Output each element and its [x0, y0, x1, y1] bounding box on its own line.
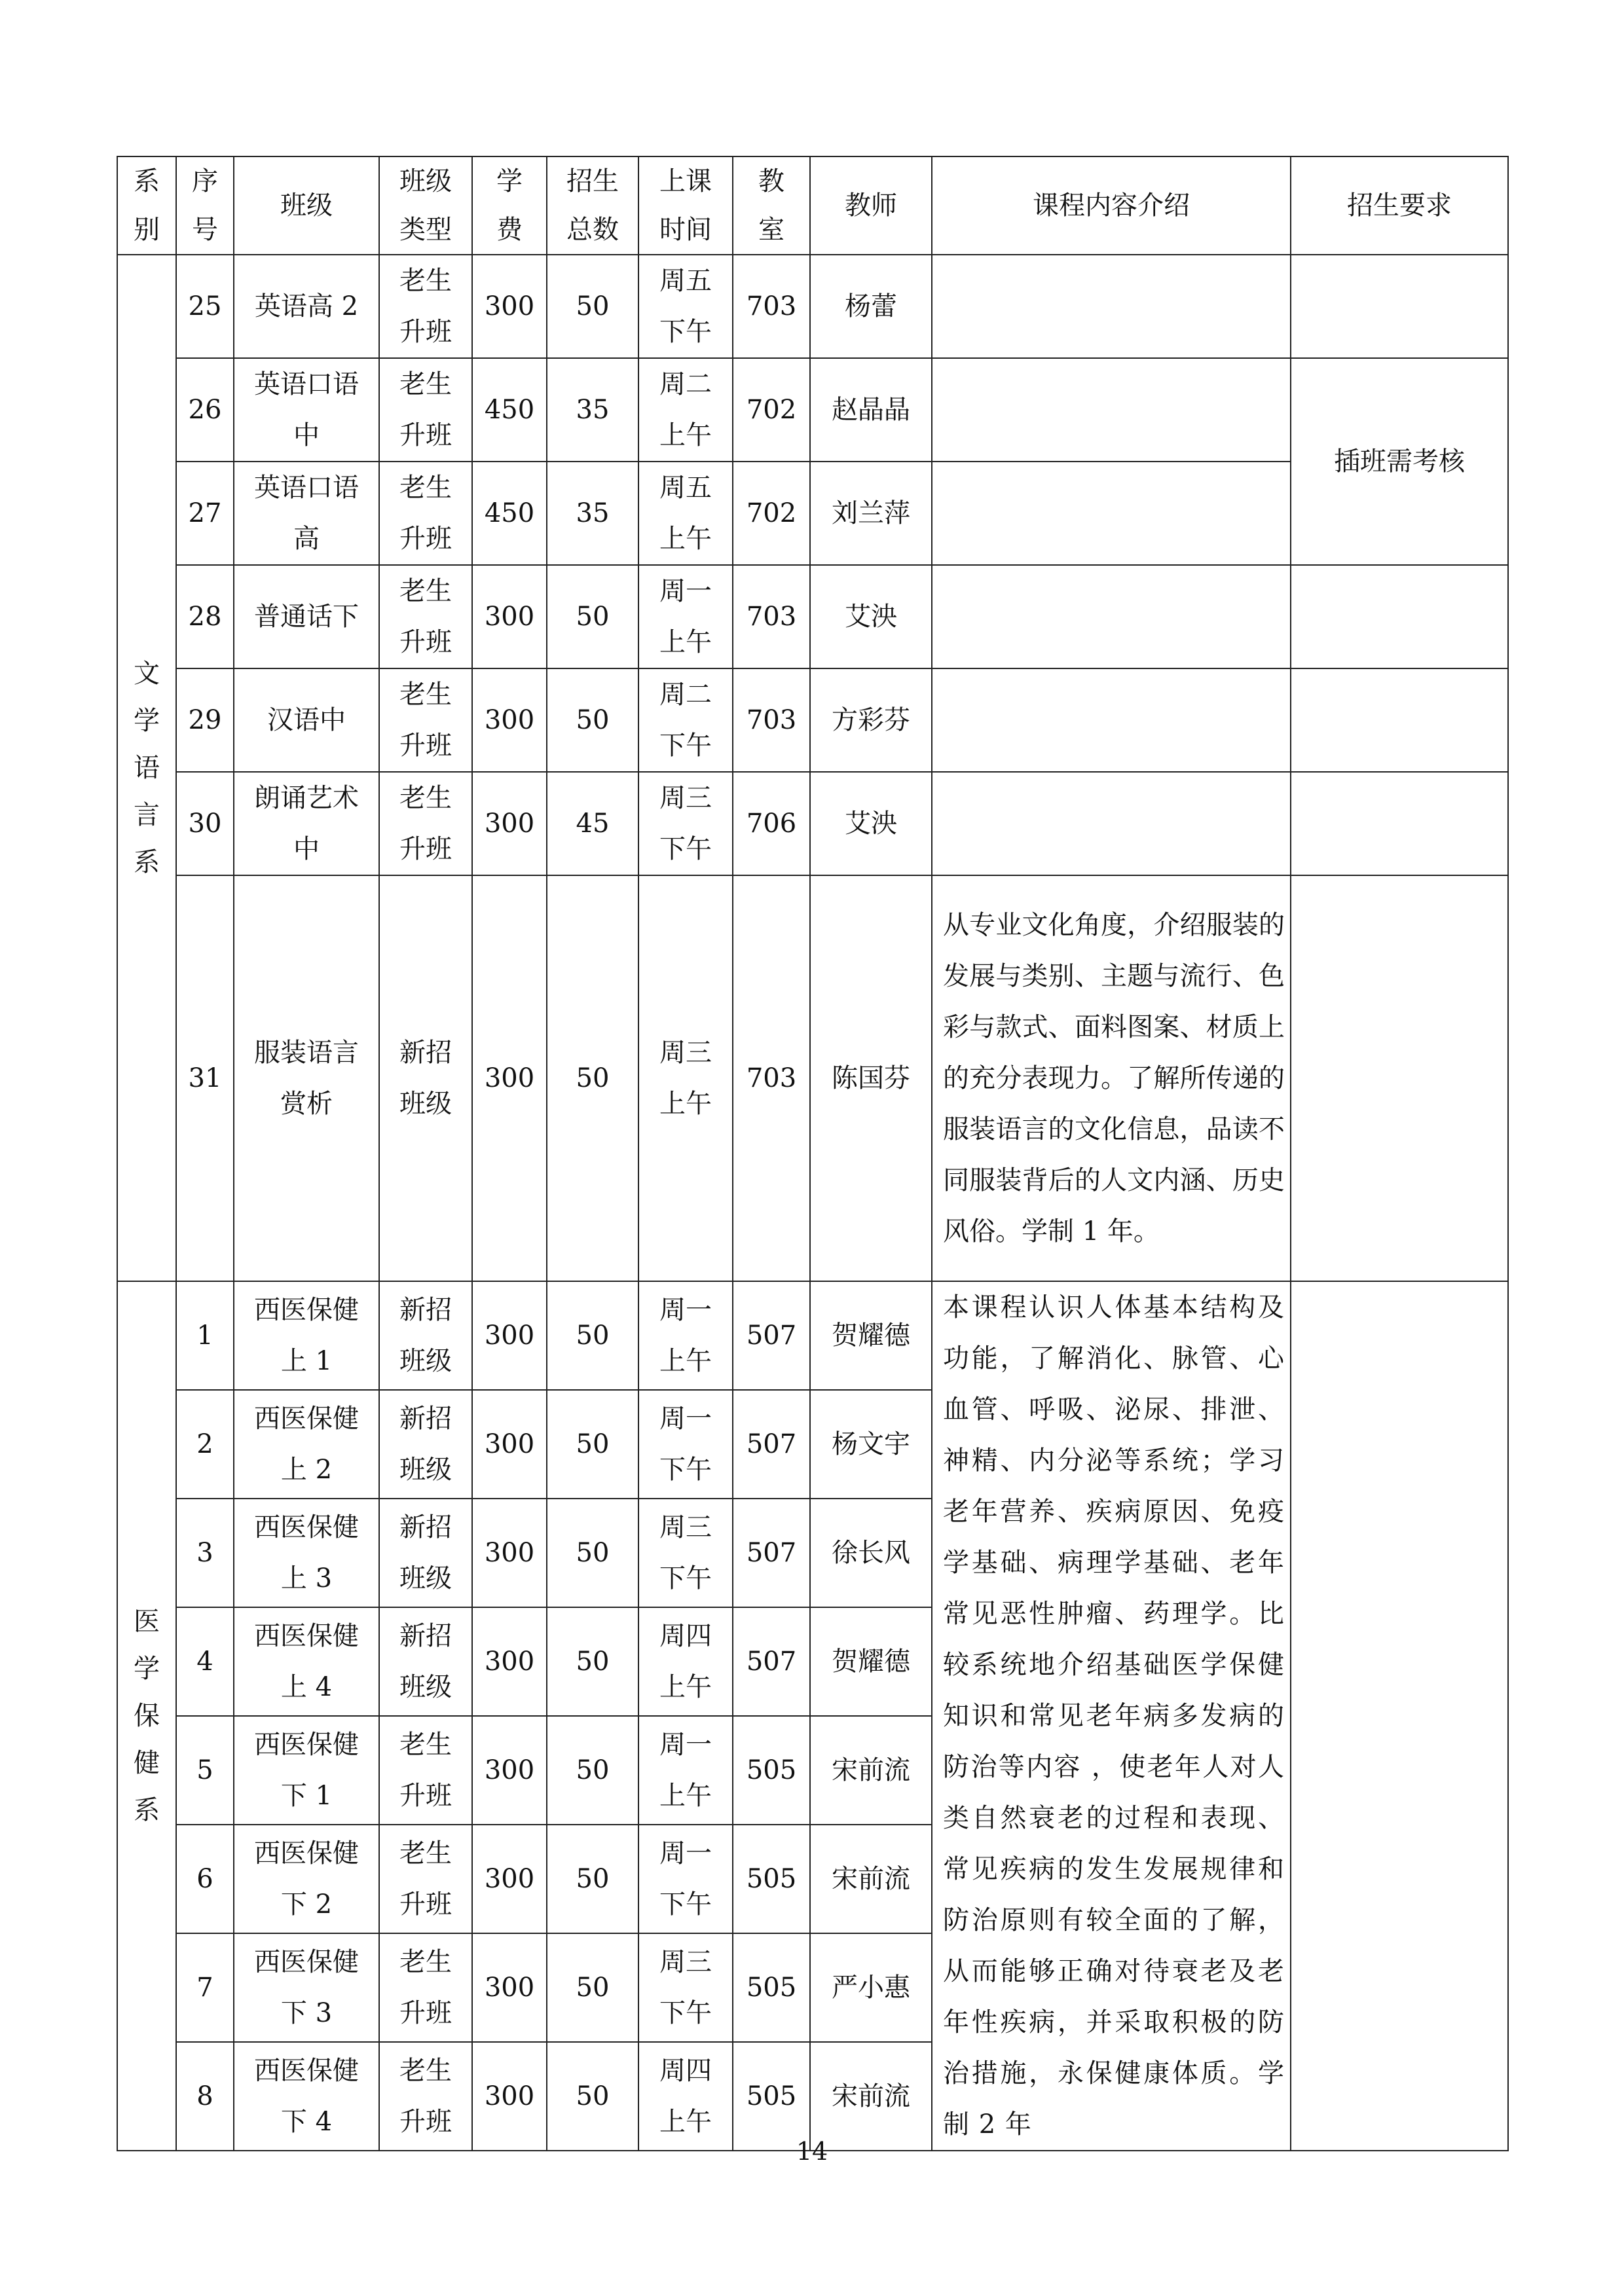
cell-teacher: 刘兰萍 [810, 462, 932, 565]
cell-seq: 26 [176, 358, 234, 462]
cell-fee: 300 [472, 1499, 547, 1607]
cell-quota: 50 [547, 1825, 638, 1933]
cell-intro-empty [932, 358, 1291, 462]
cell-type: 老生 升班 [379, 2042, 472, 2151]
cell-time: 周一 上午 [638, 565, 733, 668]
header-row [117, 156, 1508, 255]
cell-type: 新招 班级 [379, 1281, 472, 1390]
cell-quota: 50 [547, 1933, 638, 2042]
cell-quota: 50 [547, 1281, 638, 1390]
cell-seq: 8 [176, 2042, 234, 2151]
cell-seq: 30 [176, 772, 234, 875]
cell-fee: 300 [472, 875, 547, 1281]
cell-quota: 50 [547, 1390, 638, 1499]
cell-intro-medical: 本课程认识人体基本结构及功能，了解消化、脉管、心血管、呼吸、泌尿、排泄、神精、内分泌等系统；学习老年营养、疾病原因、免疫学基础、病理学基础、老年常见恶性肿瘤、药理学。比较系统地介绍基础医学保健知识和常见老年病多发病的防治等内容 ，使老年人对人类自然衰老的过程和表现、常见疾病的发生发展规律和防治原则有较全面的了解，从而能够正确对待衰老及老年性疾病，并采取积极的防治措施，永保健康体质。学制 2 年 [932, 1281, 1291, 2151]
cell-seq: 28 [176, 565, 234, 668]
cell-fee: 300 [472, 255, 547, 358]
cell-requirement-empty [1291, 668, 1508, 772]
cell-quota: 50 [547, 875, 638, 1281]
cell-seq: 2 [176, 1390, 234, 1499]
cell-room: 702 [733, 358, 810, 462]
cell-requirement-empty [1291, 772, 1508, 875]
cell-intro-fashion: 从专业文化角度，介绍服装的发展与类别、主题与流行、色彩与款式、面料图案、材质上的充分表现力。了解所传递的服装语言的文化信息，品读不同服装背后的人文内涵、历史风俗。学制 1 年。 [932, 875, 1291, 1281]
cell-teacher: 杨文宇 [810, 1390, 932, 1499]
cell-type: 老生 升班 [379, 772, 472, 875]
cell-room: 507 [733, 1281, 810, 1390]
cell-type: 老生 升班 [379, 1716, 472, 1825]
cell-seq: 7 [176, 1933, 234, 2042]
cell-teacher: 艾泱 [810, 565, 932, 668]
cell-time: 周一 上午 [638, 1716, 733, 1825]
cell-class: 服装语言 赏析 [234, 875, 379, 1281]
table-row [117, 358, 1508, 462]
cell-fee: 450 [472, 358, 547, 462]
cell-time: 周一 下午 [638, 1390, 733, 1499]
cell-requirement-empty [1291, 565, 1508, 668]
header-seq: 序 号 [176, 156, 234, 255]
cell-fee: 300 [472, 1607, 547, 1716]
cell-type: 老生 升班 [379, 255, 472, 358]
cell-class: 汉语中 [234, 668, 379, 772]
cell-class: 普通话下 [234, 565, 379, 668]
cell-time: 周一 上午 [638, 1281, 733, 1390]
cell-teacher: 方彩芬 [810, 668, 932, 772]
header-intro: 课程内容介绍 [932, 156, 1291, 255]
cell-time: 周三 下午 [638, 1933, 733, 2042]
cell-class: 英语高 2 [234, 255, 379, 358]
cell-room: 703 [733, 668, 810, 772]
cell-class: 英语口语 中 [234, 358, 379, 462]
cell-seq: 6 [176, 1825, 234, 1933]
cell-fee: 300 [472, 1933, 547, 2042]
table-row [117, 668, 1508, 772]
table-row [117, 1281, 1508, 1390]
cell-seq: 27 [176, 462, 234, 565]
cell-type: 老生 升班 [379, 1825, 472, 1933]
cell-fee: 300 [472, 1716, 547, 1825]
cell-teacher: 严小惠 [810, 1933, 932, 2042]
dept-name-literature: 文 学 语 言 系 [117, 255, 176, 1281]
cell-requirement-empty [1291, 255, 1508, 358]
cell-requirement-empty [1291, 1281, 1508, 2151]
cell-teacher: 赵晶晶 [810, 358, 932, 462]
header-class: 班级 [234, 156, 379, 255]
cell-quota: 50 [547, 1716, 638, 1825]
cell-fee: 300 [472, 1281, 547, 1390]
cell-quota: 50 [547, 1499, 638, 1607]
cell-quota: 45 [547, 772, 638, 875]
cell-class: 西医保健 上 1 [234, 1281, 379, 1390]
table-row [117, 772, 1508, 875]
cell-seq: 31 [176, 875, 234, 1281]
cell-requirement: 插班需考核 [1291, 358, 1508, 565]
table-row [117, 875, 1508, 1281]
cell-time: 周五 上午 [638, 462, 733, 565]
cell-class: 西医保健 下 1 [234, 1716, 379, 1825]
cell-room: 706 [733, 772, 810, 875]
cell-quota: 50 [547, 1607, 638, 1716]
cell-fee: 300 [472, 565, 547, 668]
cell-type: 老生 升班 [379, 462, 472, 565]
table-row [117, 255, 1508, 358]
header-dept: 系 别 [117, 156, 176, 255]
table-row [117, 565, 1508, 668]
cell-time: 周一 下午 [638, 1825, 733, 1933]
cell-class: 西医保健 下 4 [234, 2042, 379, 2151]
cell-type: 新招 班级 [379, 1499, 472, 1607]
cell-class: 西医保健 上 4 [234, 1607, 379, 1716]
cell-quota: 50 [547, 2042, 638, 2151]
cell-time: 周三 下午 [638, 772, 733, 875]
cell-fee: 450 [472, 462, 547, 565]
cell-intro-empty [932, 462, 1291, 565]
cell-type: 新招 班级 [379, 1390, 472, 1499]
cell-time: 周四 上午 [638, 2042, 733, 2151]
dept-name-medical: 医 学 保 健 系 [117, 1281, 176, 2151]
header-room: 教 室 [733, 156, 810, 255]
cell-quota: 50 [547, 255, 638, 358]
cell-room: 703 [733, 255, 810, 358]
cell-fee: 300 [472, 1390, 547, 1499]
cell-teacher: 贺耀德 [810, 1281, 932, 1390]
cell-room: 505 [733, 2042, 810, 2151]
cell-quota: 35 [547, 358, 638, 462]
cell-class: 朗诵艺术 中 [234, 772, 379, 875]
cell-class: 西医保健 上 2 [234, 1390, 379, 1499]
cell-room: 505 [733, 1825, 810, 1933]
cell-requirement-empty [1291, 875, 1508, 1281]
cell-type: 老生 升班 [379, 565, 472, 668]
header-quota: 招生 总数 [547, 156, 638, 255]
cell-teacher: 宋前流 [810, 2042, 932, 2151]
header-fee: 学 费 [472, 156, 547, 255]
cell-seq: 5 [176, 1716, 234, 1825]
cell-seq: 25 [176, 255, 234, 358]
cell-room: 702 [733, 462, 810, 565]
cell-intro-empty [932, 565, 1291, 668]
page-number: 14 [796, 2137, 828, 2166]
header-type: 班级 类型 [379, 156, 472, 255]
header-time: 上课 时间 [638, 156, 733, 255]
cell-teacher: 杨蕾 [810, 255, 932, 358]
cell-teacher: 徐长风 [810, 1499, 932, 1607]
cell-teacher: 贺耀德 [810, 1607, 932, 1716]
cell-time: 周二 上午 [638, 358, 733, 462]
cell-quota: 35 [547, 462, 638, 565]
cell-seq: 1 [176, 1281, 234, 1390]
cell-class: 英语口语 高 [234, 462, 379, 565]
cell-intro-empty [932, 668, 1291, 772]
cell-quota: 50 [547, 565, 638, 668]
cell-class: 西医保健 下 2 [234, 1825, 379, 1933]
cell-fee: 300 [472, 772, 547, 875]
cell-seq: 3 [176, 1499, 234, 1607]
cell-room: 507 [733, 1499, 810, 1607]
cell-fee: 300 [472, 2042, 547, 2151]
cell-type: 老生 升班 [379, 358, 472, 462]
cell-type: 新招 班级 [379, 875, 472, 1281]
cell-type: 新招 班级 [379, 1607, 472, 1716]
cell-room: 505 [733, 1716, 810, 1825]
cell-room: 507 [733, 1390, 810, 1499]
cell-class: 西医保健 上 3 [234, 1499, 379, 1607]
cell-time: 周三 上午 [638, 875, 733, 1281]
cell-teacher: 宋前流 [810, 1716, 932, 1825]
cell-type: 老生 升班 [379, 668, 472, 772]
cell-time: 周三 下午 [638, 1499, 733, 1607]
cell-intro-empty [932, 772, 1291, 875]
course-table [117, 156, 1509, 2151]
cell-room: 703 [733, 875, 810, 1281]
cell-teacher: 宋前流 [810, 1825, 932, 1933]
cell-time: 周五 下午 [638, 255, 733, 358]
cell-time: 周二 下午 [638, 668, 733, 772]
cell-fee: 300 [472, 668, 547, 772]
cell-fee: 300 [472, 1825, 547, 1933]
cell-class: 西医保健 下 3 [234, 1933, 379, 2042]
header-teacher: 教师 [810, 156, 932, 255]
cell-quota: 50 [547, 668, 638, 772]
cell-intro-empty [932, 255, 1291, 358]
cell-type: 老生 升班 [379, 1933, 472, 2042]
cell-time: 周四 上午 [638, 1607, 733, 1716]
cell-seq: 4 [176, 1607, 234, 1716]
cell-room: 507 [733, 1607, 810, 1716]
cell-teacher: 陈国芬 [810, 875, 932, 1281]
cell-teacher: 艾泱 [810, 772, 932, 875]
cell-seq: 29 [176, 668, 234, 772]
header-requirement: 招生要求 [1291, 156, 1508, 255]
cell-room: 703 [733, 565, 810, 668]
cell-room: 505 [733, 1933, 810, 2042]
